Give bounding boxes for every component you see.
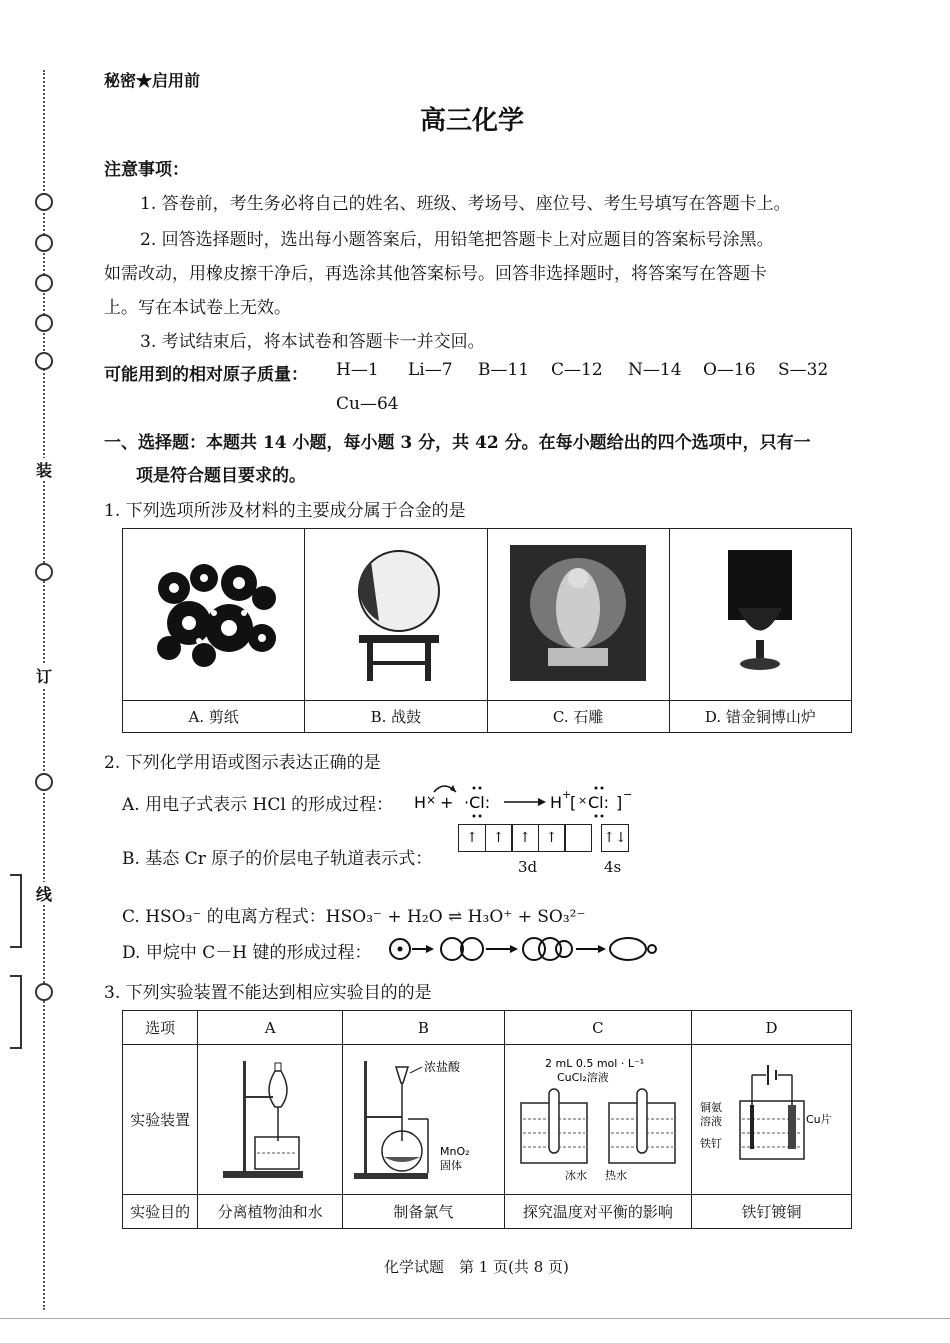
svg-text:×: × (426, 793, 437, 807)
question-3-table (122, 1010, 852, 1229)
row-label: 实验目的 (123, 1195, 198, 1229)
binding-ring (35, 352, 53, 370)
label-solution: 溶液 (700, 1114, 723, 1128)
notice-item: 3. 考试结束后，将本试卷和答题卡一并交回。 (140, 332, 485, 352)
orbital-box: ↑↓ (601, 824, 629, 852)
binding-bracket (10, 975, 22, 1049)
label-cu-ammonia: 铜氨 (700, 1100, 723, 1114)
binding-line (43, 70, 45, 1310)
atomic-mass-label: 可能用到的相对原子质量： (104, 365, 308, 385)
section-heading: 项是符合题目要求的。 (136, 466, 306, 486)
label-ice-water: 冰水 (564, 1168, 587, 1182)
option-label: B. 战鼓 (305, 701, 487, 733)
q2-option-a-text: A. 用电子式表示 HCl 的形成过程： (122, 795, 394, 815)
svg-text:]: ] (616, 793, 623, 812)
binding-ring (35, 563, 53, 581)
svg-text:Cl:: Cl: (588, 793, 610, 812)
page-footer: 化学试题 第 1 页(共 8 页) (384, 1258, 569, 1276)
binding-ring (35, 773, 53, 791)
purpose-cell: 探究温度对平衡的影响 (504, 1195, 691, 1229)
svg-text:H: H (414, 793, 427, 812)
option-label: A. 剪纸 (123, 701, 305, 733)
orbital-box: ↑ (458, 824, 486, 852)
atomic-mass-value: N—14 (628, 360, 682, 380)
atomic-mass-value: Li—7 (408, 360, 453, 380)
binding-char: 订 (36, 664, 52, 687)
notice-item: 上。写在本试卷上无效。 (104, 298, 291, 318)
table-header: C (504, 1011, 691, 1045)
binding-char: 装 (36, 458, 52, 481)
secret-label: 秘密★启用前 (104, 71, 201, 90)
war-drum-image (305, 529, 487, 701)
atomic-mass-value: B—11 (478, 360, 530, 380)
table-header: B (343, 1011, 505, 1045)
table-header: D (691, 1011, 851, 1045)
svg-text:H: H (550, 793, 563, 812)
purpose-cell: 制备氯气 (343, 1195, 505, 1229)
cr-orbital-diagram (458, 824, 628, 852)
orbital-box: ↑ (485, 824, 513, 852)
svg-text:+: + (562, 788, 572, 801)
binding-char: 线 (36, 882, 52, 905)
atomic-mass-value: S—32 (778, 360, 829, 380)
label-conc-hcl: 浓盐酸 (424, 1059, 461, 1074)
orbital-label-3d: 3d (518, 858, 538, 876)
label-concentration: 2 mL 0.5 mol · L⁻¹ (544, 1056, 645, 1070)
svg-text:·Cl:: ·Cl: (464, 793, 491, 812)
label-cu-plate: Cu片 (806, 1112, 833, 1126)
notice-item: 如需改动，用橡皮擦干净后，再选涂其他答案标号。回答非选择题时，将答案写在答题卡 (104, 264, 767, 284)
atomic-mass-value: Cu—64 (336, 394, 399, 414)
question-1-table (122, 528, 852, 733)
atomic-mass-value: O—16 (703, 360, 756, 380)
label-mno2: MnO₂ (440, 1144, 470, 1158)
orbital-box (564, 824, 592, 852)
q2-option-b-text: B. 基态 Cr 原子的价层电子轨道表示式： (122, 849, 433, 869)
hcl-electron-formula (412, 778, 652, 822)
question-3-stem: 3. 下列实验装置不能达到相应实验目的的是 (104, 983, 432, 1003)
bottom-edge-line (0, 1318, 950, 1319)
svg-text:+: + (440, 793, 454, 812)
orbital-box: ↑ (511, 824, 539, 852)
notice-heading: 注意事项： (104, 160, 189, 180)
binding-ring (35, 314, 53, 332)
q2-option-d-text: D. 甲烷中 C－H 键的形成过程： (122, 943, 372, 963)
option-label: C. 石雕 (487, 701, 669, 733)
purpose-cell: 分离植物油和水 (198, 1195, 343, 1229)
temperature-equilibrium-apparatus (504, 1045, 691, 1195)
svg-text:−: − (623, 788, 633, 801)
page-title: 高三化学 (420, 106, 525, 136)
question-1-stem: 1. 下列选项所涉及材料的主要成分属于合金的是 (104, 501, 466, 521)
chlorine-generation-apparatus (343, 1045, 505, 1195)
atomic-mass-value: H—1 (336, 360, 379, 380)
question-2-stem: 2. 下列化学用语或图示表达正确的是 (104, 753, 381, 773)
notice-item: 2. 回答选择题时，选出每小题答案后，用铅笔把答题卡上对应题目的答案标号涂黑。 (140, 230, 774, 250)
paper-cut-image (123, 529, 305, 701)
ch-bond-formation-diagram (388, 934, 668, 964)
separatory-funnel-apparatus (198, 1045, 343, 1195)
row-label: 实验装置 (123, 1045, 198, 1195)
label-iron-nail: 铁钉 (700, 1136, 723, 1150)
option-label: D. 错金铜博山炉 (669, 701, 851, 733)
notice-item: 1. 答卷前，考生务必将自己的姓名、班级、考场号、座位号、考生号填写在答题卡上。 (140, 194, 791, 214)
table-header: 选项 (123, 1011, 198, 1045)
label-solid: 固体 (440, 1158, 463, 1172)
svg-text:[: [ (570, 793, 577, 812)
binding-bracket (10, 874, 22, 948)
table-header: A (198, 1011, 343, 1045)
binding-ring (35, 234, 53, 252)
orbital-box: ↑ (538, 824, 566, 852)
label-hot-water: 热水 (604, 1168, 627, 1182)
bronze-censer-image (669, 529, 851, 701)
stone-carving-image (487, 529, 669, 701)
purpose-cell: 铁钉镀铜 (691, 1195, 851, 1229)
electroplating-apparatus (691, 1045, 851, 1195)
binding-ring (35, 274, 53, 292)
label-cucl2-solution: CuCl₂溶液 (556, 1070, 609, 1084)
q2-option-c-text: C. HSO₃⁻ 的电离方程式：HSO₃⁻ + H₂O ⇌ H₃O⁺ + SO₃²⁻ (122, 907, 586, 927)
binding-ring (35, 193, 53, 211)
binding-ring (35, 983, 53, 1001)
section-heading: 一、选择题：本题共 14 小题，每小题 3 分，共 42 分。在每小题给出的四个选项中，只有一 (104, 433, 811, 453)
svg-text:×: × (578, 794, 588, 807)
atomic-mass-value: C—12 (551, 360, 603, 380)
orbital-label-4s: 4s (604, 858, 622, 876)
